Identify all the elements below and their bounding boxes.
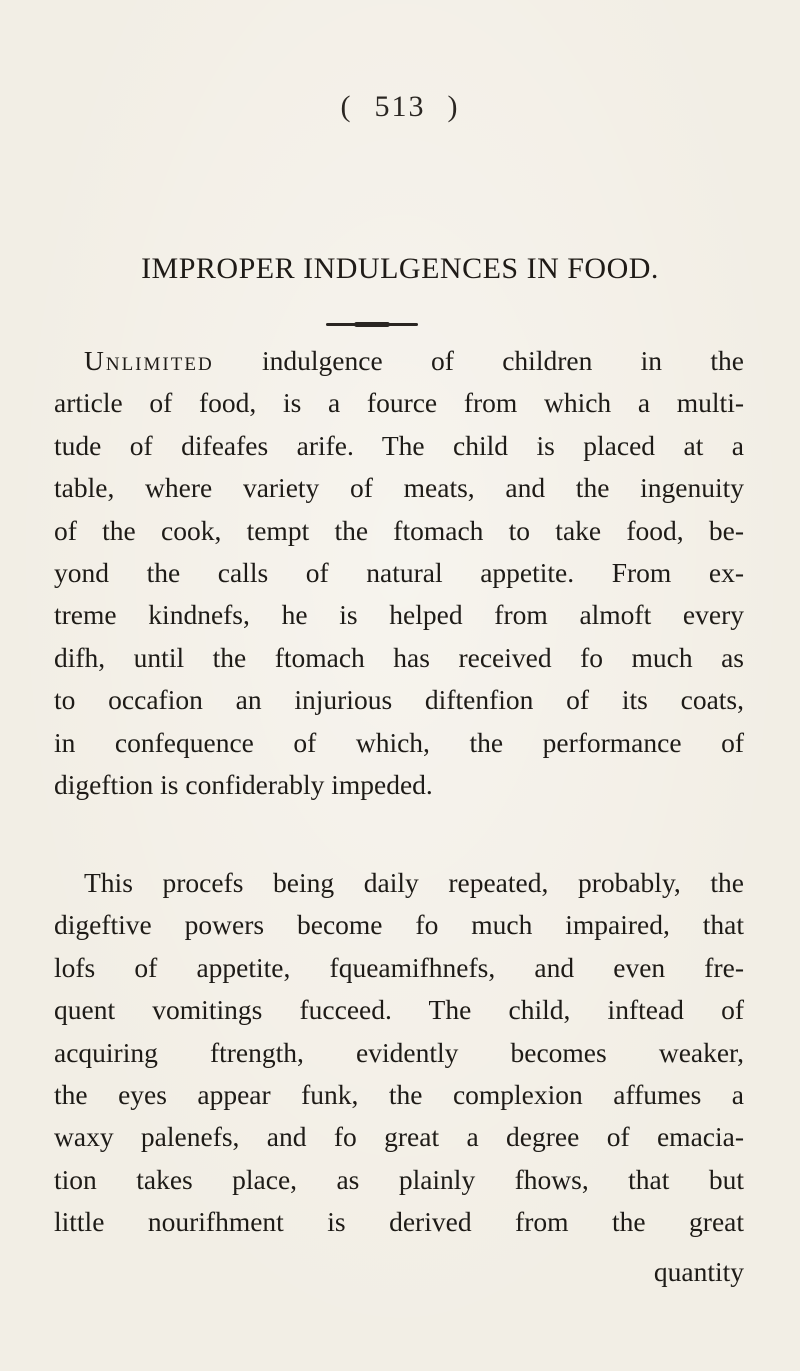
paragraph-line: digeftive powers become fo much impaired, that xyxy=(54,909,744,941)
paragraph-line: of the cook, tempt the ftomach to take food, be- xyxy=(54,514,744,546)
paragraph-line: quent vomitings fucceed. The child, inftead of xyxy=(54,994,744,1026)
paragraph-line: difh, until the ftomach has received fo much as xyxy=(54,641,744,673)
paragraph-line: lofs of appetite, fqueamifhnefs, and even fre- xyxy=(54,951,744,983)
lead-word: Unlimited xyxy=(84,345,214,376)
ornamental-rule xyxy=(326,323,418,326)
open-paren: ( xyxy=(340,90,353,123)
paragraph-2 xyxy=(54,862,744,1244)
paragraph-line: to occafion an injurious diftenfion of its coats, xyxy=(54,684,744,716)
paragraph-line: This procefs being daily repeated, probably, the xyxy=(84,867,744,898)
close-paren: ) xyxy=(447,90,460,123)
page-number-value: 513 xyxy=(374,90,426,123)
paragraph-line: acquiring ftrength, evidently becomes weaker, xyxy=(54,1036,744,1068)
paragraph-line: table, where variety of meats, and the ingenuity xyxy=(54,472,744,504)
page-number xyxy=(0,90,800,124)
paragraph-line: Unlimited indulgence of children in the xyxy=(84,345,744,376)
paragraph-line: little nourifhment is derived from the great xyxy=(54,1206,744,1238)
paragraph-line: article of food, is a fource from which a multi- xyxy=(54,387,744,419)
paragraph-line: in confequence of which, the performance of xyxy=(54,726,744,758)
chapter-heading: IMPROPER INDULGENCES IN FOOD. xyxy=(141,252,659,285)
paragraph-line: digeftion is confiderably impeded. xyxy=(54,769,433,801)
paragraph-line: treme kindnefs, he is helped from almoft every xyxy=(54,599,744,631)
paragraph-line: the eyes appear funk, the complexion affumes a xyxy=(54,1079,744,1111)
paragraph-line: waxy palenefs, and fo great a degree of emacia- xyxy=(54,1121,744,1153)
paragraph-line: tude of difeafes arife. The child is placed at a xyxy=(54,429,744,461)
catchword: quantity xyxy=(653,1256,744,1287)
paragraph-1 xyxy=(54,340,744,806)
paragraph-line: yond the calls of natural appetite. From ex- xyxy=(54,557,744,589)
paragraph-line: tion takes place, as plainly fhows, that but xyxy=(54,1163,744,1195)
